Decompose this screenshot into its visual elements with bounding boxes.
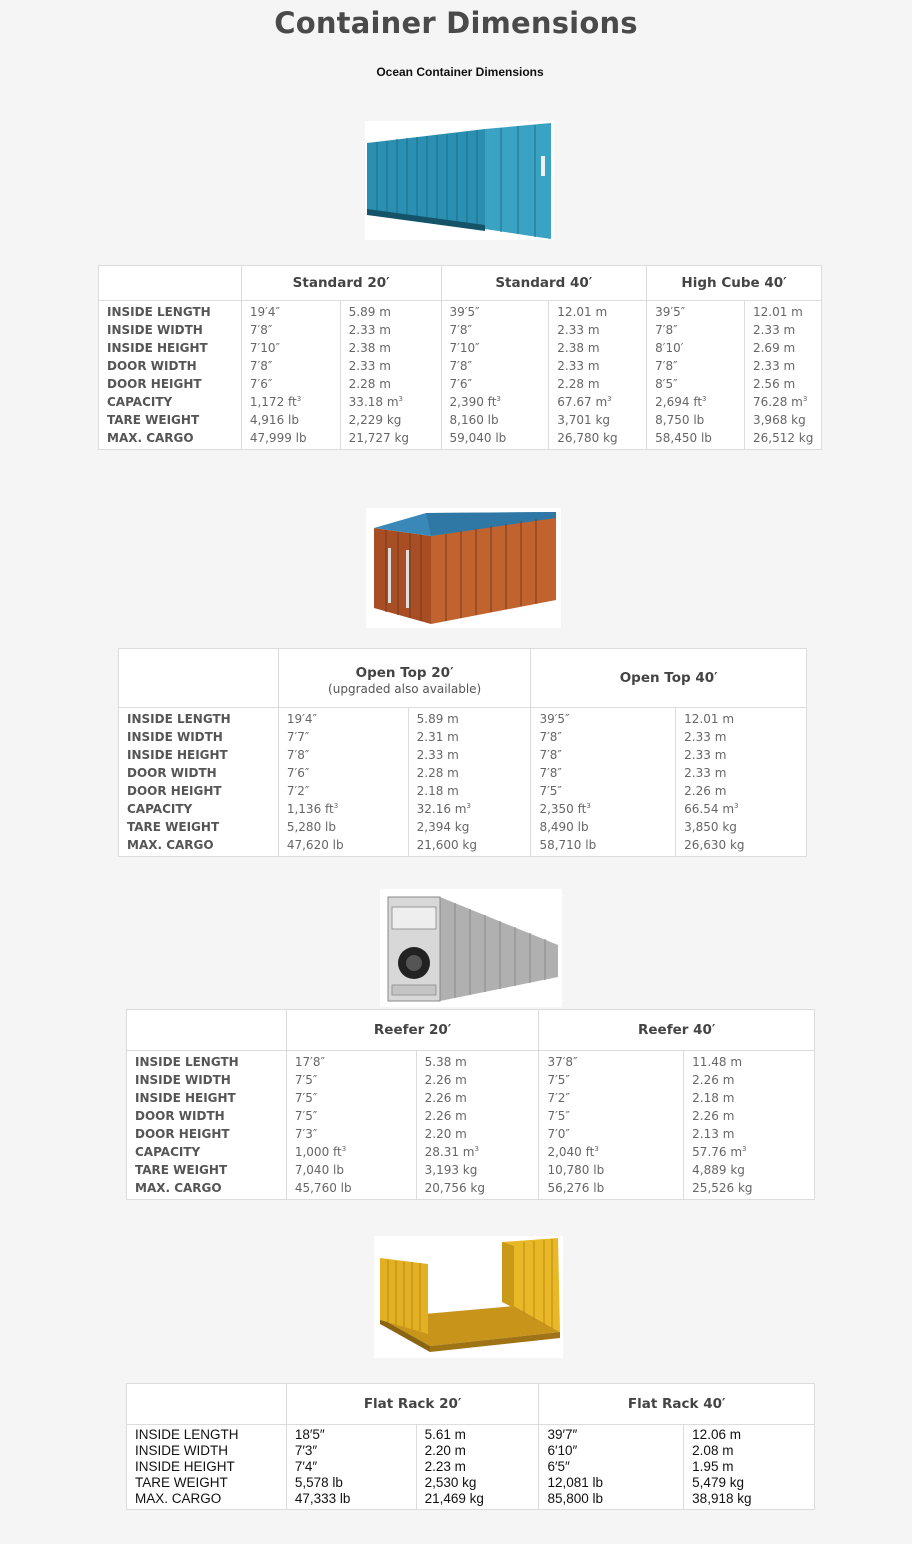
table-cell: 2.13 m	[684, 1125, 815, 1143]
row-label: DOOR HEIGHT	[99, 375, 242, 393]
table-cell: 7′2″	[278, 782, 408, 800]
column-header-name: Open Top 20′	[355, 664, 454, 681]
table-cell: 67.67 $m^3$	[549, 393, 647, 411]
table-cell: 39′7″	[539, 1425, 684, 1444]
reefer-dimensions-table	[126, 1009, 815, 1200]
table-row	[127, 1443, 815, 1459]
row-label: INSIDE HEIGHT	[119, 746, 279, 764]
table-cell: 2,040 $ft^3$	[539, 1143, 684, 1161]
standard-container-photo	[365, 121, 554, 240]
table-cell: 8′10′	[647, 339, 745, 357]
table-cell: 2.20 m	[416, 1125, 539, 1143]
table-cell: 1,136 $ft^3$	[278, 800, 408, 818]
row-label: MAX. CARGO	[127, 1179, 287, 1200]
row-label: INSIDE LENGTH	[127, 1425, 287, 1444]
table-row	[119, 764, 807, 782]
table-row	[127, 1459, 815, 1475]
table-cell: 7′7″	[278, 728, 408, 746]
table-cell: 7′6″	[441, 375, 549, 393]
table-cell: 7′10″	[441, 339, 549, 357]
table-cell: 7′5″	[539, 1107, 684, 1125]
column-header-note: (upgraded also available)	[328, 681, 482, 696]
row-label: INSIDE WIDTH	[99, 321, 242, 339]
table-cell: 2,694 $ft^3$	[647, 393, 745, 411]
table-cell: 25,526 kg	[684, 1179, 815, 1200]
table-cell: 38,918 kg	[684, 1491, 815, 1510]
table-cell: 7′0″	[539, 1125, 684, 1143]
standard-dimensions-table	[98, 265, 822, 450]
column-header: Standard 20′	[241, 266, 441, 301]
page-subtitle: Ocean Container Dimensions	[376, 65, 544, 79]
row-label: CAPACITY	[119, 800, 279, 818]
table-row	[127, 1089, 815, 1107]
table-cell: 2.33 m	[408, 746, 531, 764]
table-cell: 2.26 m	[416, 1071, 539, 1089]
row-label: DOOR HEIGHT	[119, 782, 279, 800]
table-cell: 2.33 m	[549, 357, 647, 375]
table-cell: 2.38 m	[549, 339, 647, 357]
table-row	[99, 411, 822, 429]
table-cell: 1,000 $ft^3$	[286, 1143, 416, 1161]
table-corner	[99, 266, 242, 301]
table-cell: 5.89 m	[408, 708, 531, 729]
table-cell: 3,701 kg	[549, 411, 647, 429]
table-cell: 5,479 kg	[684, 1475, 815, 1491]
table-body	[119, 708, 807, 857]
table-cell: 7′5″	[531, 782, 676, 800]
row-label: DOOR WIDTH	[99, 357, 242, 375]
table-cell: 39′5″	[441, 301, 549, 322]
table-cell: 85,800 lb	[539, 1491, 684, 1510]
table-cell: 7′8″	[531, 728, 676, 746]
table-cell: 7′8″	[241, 321, 340, 339]
table-cell: 2.18 m	[408, 782, 531, 800]
row-label: INSIDE HEIGHT	[127, 1089, 287, 1107]
row-label: MAX. CARGO	[119, 836, 279, 857]
table-row	[119, 836, 807, 857]
table-cell: 26,780 kg	[549, 429, 647, 450]
table-cell: 2.26 m	[416, 1089, 539, 1107]
table-cell: 2.08 m	[684, 1443, 815, 1459]
table-cell: 21,600 kg	[408, 836, 531, 857]
table-cell: 3,968 kg	[744, 411, 821, 429]
row-label: INSIDE WIDTH	[119, 728, 279, 746]
table-row	[127, 1475, 815, 1491]
table-cell: 47,333 lb	[286, 1491, 416, 1510]
table-row	[127, 1143, 815, 1161]
table-cell: 2,530 kg	[416, 1475, 539, 1491]
table-cell: 7′8″	[647, 321, 745, 339]
table-cell: 12.01 m	[744, 301, 821, 322]
table-cell: 6′10″	[539, 1443, 684, 1459]
table-cell: 66.54 $m^3$	[676, 800, 807, 818]
row-label: TARE WEIGHT	[127, 1475, 287, 1491]
table-cell: 1,172 $ft^3$	[241, 393, 340, 411]
table-cell: 47,620 lb	[278, 836, 408, 857]
table-cell: 2.38 m	[340, 339, 441, 357]
table-cell: 7′5″	[286, 1107, 416, 1125]
table-cell: 2,394 kg	[408, 818, 531, 836]
table-cell: 7′3″	[286, 1125, 416, 1143]
column-header: Reefer 20′	[286, 1010, 539, 1051]
table-cell: 2.33 m	[340, 321, 441, 339]
table-cell: 7′10″	[241, 339, 340, 357]
table-row	[127, 1161, 815, 1179]
reefer-container-photo	[380, 889, 562, 1007]
column-header: Reefer 40′	[539, 1010, 815, 1051]
row-label: INSIDE WIDTH	[127, 1071, 287, 1089]
table-body	[99, 301, 822, 450]
table-cell: 5.61 m	[416, 1425, 539, 1444]
table-cell: 11.48 m	[684, 1051, 815, 1072]
table-cell: 57.76 $m^3$	[684, 1143, 815, 1161]
table-cell: 47,999 lb	[241, 429, 340, 450]
table-cell: 7,040 lb	[286, 1161, 416, 1179]
table-cell: 7′8″	[278, 746, 408, 764]
row-label: MAX. CARGO	[127, 1491, 287, 1510]
flat-rack-dimensions-table	[126, 1383, 815, 1510]
table-cell: 7′8″	[241, 357, 340, 375]
table-cell: 7′6″	[278, 764, 408, 782]
table-cell: 2,350 $ft^3$	[531, 800, 676, 818]
table-cell: 2.28 m	[549, 375, 647, 393]
open-top-container-photo	[366, 508, 561, 628]
table-cell: 7′4″	[286, 1459, 416, 1475]
table-row	[119, 800, 807, 818]
table-cell: 7′2″	[539, 1089, 684, 1107]
table-row	[99, 357, 822, 375]
table-cell: 2.26 m	[684, 1071, 815, 1089]
column-header: High Cube 40′	[647, 266, 822, 301]
table-row	[119, 782, 807, 800]
table-cell: 7′8″	[441, 357, 549, 375]
open-top-dimensions-table	[118, 648, 807, 857]
row-label: TARE WEIGHT	[127, 1161, 287, 1179]
table-row	[119, 708, 807, 729]
row-label: TARE WEIGHT	[99, 411, 242, 429]
table-row	[99, 429, 822, 450]
table-cell: 12.01 m	[676, 708, 807, 729]
table-cell: 2.31 m	[408, 728, 531, 746]
table-row	[127, 1051, 815, 1072]
column-header: Flat Rack 20′	[286, 1384, 539, 1425]
table-row	[99, 375, 822, 393]
table-cell: 8,490 lb	[531, 818, 676, 836]
table-cell: 2.28 m	[340, 375, 441, 393]
table-cell: 7′5″	[539, 1071, 684, 1089]
table-row	[127, 1179, 815, 1200]
table-corner	[127, 1384, 287, 1425]
table-cell: 2.33 m	[744, 357, 821, 375]
table-cell: 39′5″	[531, 708, 676, 729]
table-cell: 2.56 m	[744, 375, 821, 393]
table-cell: 1.95 m	[684, 1459, 815, 1475]
table-cell: 37′8″	[539, 1051, 684, 1072]
table-cell: 76.28 $m^3$	[744, 393, 821, 411]
table-row	[119, 728, 807, 746]
table-cell: 18′5″	[286, 1425, 416, 1444]
table-cell: 3,193 kg	[416, 1161, 539, 1179]
table-cell: 26,630 kg	[676, 836, 807, 857]
table-cell: 19′4″	[278, 708, 408, 729]
table-cell: 5.89 m	[340, 301, 441, 322]
table-cell: 2.18 m	[684, 1089, 815, 1107]
row-label: CAPACITY	[127, 1143, 287, 1161]
table-cell: 4,889 kg	[684, 1161, 815, 1179]
table-cell: 5,578 lb	[286, 1475, 416, 1491]
table-row	[99, 339, 822, 357]
table-cell: 7′6″	[241, 375, 340, 393]
page-title: Container Dimensions	[274, 6, 638, 40]
table-cell: 10,780 lb	[539, 1161, 684, 1179]
table-cell: 4,916 lb	[241, 411, 340, 429]
table-cell: 2.33 m	[744, 321, 821, 339]
table-cell: 2,229 kg	[340, 411, 441, 429]
table-cell: 2.26 m	[684, 1107, 815, 1125]
table-cell: 21,727 kg	[340, 429, 441, 450]
table-cell: 7′3″	[286, 1443, 416, 1459]
table-cell: 2,390 $ft^3$	[441, 393, 549, 411]
row-label: DOOR WIDTH	[127, 1107, 287, 1125]
table-cell: 7′5″	[286, 1071, 416, 1089]
row-label: INSIDE HEIGHT	[99, 339, 242, 357]
row-label: CAPACITY	[99, 393, 242, 411]
table-cell: 7′8″	[531, 746, 676, 764]
table-row	[99, 393, 822, 411]
table-cell: 2.28 m	[408, 764, 531, 782]
column-header: Flat Rack 40′	[539, 1384, 815, 1425]
flat-rack-container-photo	[374, 1236, 563, 1358]
table-cell: 32.16 $m^3$	[408, 800, 531, 818]
table-cell: 5,280 lb	[278, 818, 408, 836]
table-cell: 2.26 m	[676, 782, 807, 800]
column-header: Open Top 40′	[531, 649, 807, 708]
table-cell: 2.23 m	[416, 1459, 539, 1475]
table-row	[127, 1491, 815, 1510]
table-row	[119, 818, 807, 836]
table-corner	[119, 649, 279, 708]
table-row	[119, 746, 807, 764]
table-cell: 17′8″	[286, 1051, 416, 1072]
table-cell: 5.38 m	[416, 1051, 539, 1072]
table-row	[99, 301, 822, 322]
table-row	[99, 321, 822, 339]
row-label: DOOR WIDTH	[119, 764, 279, 782]
row-label: INSIDE HEIGHT	[127, 1459, 287, 1475]
table-cell: 6′5″	[539, 1459, 684, 1475]
table-row	[127, 1107, 815, 1125]
table-cell: 2.33 m	[340, 357, 441, 375]
table-cell: 8′5″	[647, 375, 745, 393]
table-cell: 45,760 lb	[286, 1179, 416, 1200]
row-label: DOOR HEIGHT	[127, 1125, 287, 1143]
table-cell: 2.26 m	[416, 1107, 539, 1125]
table-cell: 12.06 m	[684, 1425, 815, 1444]
table-cell: 28.31 $m^3$	[416, 1143, 539, 1161]
row-label: TARE WEIGHT	[119, 818, 279, 836]
table-cell: 2.69 m	[744, 339, 821, 357]
table-cell: 58,450 lb	[647, 429, 745, 450]
table-cell: 56,276 lb	[539, 1179, 684, 1200]
table-row	[127, 1425, 815, 1444]
table-cell: 7′8″	[647, 357, 745, 375]
row-label: MAX. CARGO	[99, 429, 242, 450]
table-row	[127, 1125, 815, 1143]
table-cell: 7′8″	[531, 764, 676, 782]
column-header	[278, 649, 531, 708]
table-cell: 8,750 lb	[647, 411, 745, 429]
table-body	[127, 1425, 815, 1510]
row-label: INSIDE LENGTH	[99, 301, 242, 322]
table-cell: 58,710 lb	[531, 836, 676, 857]
table-cell: 21,469 kg	[416, 1491, 539, 1510]
row-label: INSIDE LENGTH	[127, 1051, 287, 1072]
table-cell: 2.33 m	[549, 321, 647, 339]
table-cell: 2.33 m	[676, 764, 807, 782]
column-header: Standard 40′	[441, 266, 647, 301]
table-cell: 7′5″	[286, 1089, 416, 1107]
table-cell: 12.01 m	[549, 301, 647, 322]
table-cell: 12,081 lb	[539, 1475, 684, 1491]
table-cell: 2.33 m	[676, 728, 807, 746]
table-cell: 33.18 $m^3$	[340, 393, 441, 411]
table-corner	[127, 1010, 287, 1051]
table-cell: 2.33 m	[676, 746, 807, 764]
table-cell: 39′5″	[647, 301, 745, 322]
table-row	[127, 1071, 815, 1089]
table-cell: 59,040 lb	[441, 429, 549, 450]
table-body	[127, 1051, 815, 1200]
row-label: INSIDE WIDTH	[127, 1443, 287, 1459]
table-cell: 7′8″	[441, 321, 549, 339]
table-cell: 19′4″	[241, 301, 340, 322]
table-cell: 2.20 m	[416, 1443, 539, 1459]
table-cell: 26,512 kg	[744, 429, 821, 450]
table-cell: 3,850 kg	[676, 818, 807, 836]
row-label: INSIDE LENGTH	[119, 708, 279, 729]
table-cell: 8,160 lb	[441, 411, 549, 429]
table-cell: 20,756 kg	[416, 1179, 539, 1200]
